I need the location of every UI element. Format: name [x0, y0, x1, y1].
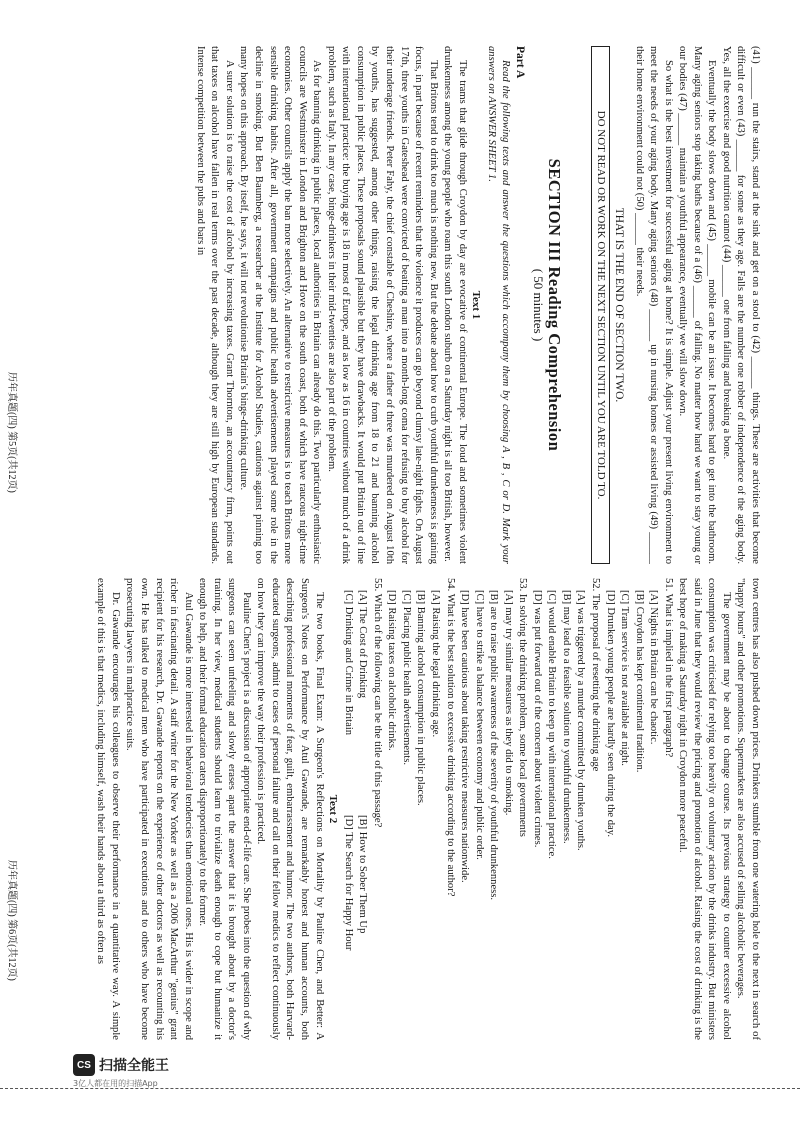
- option: [C] Drinking and Crime in Britain: [342, 590, 354, 736]
- text-2-title: Text 2: [327, 794, 340, 824]
- option: [A] The Cost of Drinking: [357, 590, 369, 699]
- cloze-paragraph: So what is the best investment for successful aging at home? It is simple. Adjust your present living environment to meet the needs of your aging body. Many aging seniors (48) ______ up in nursing homes or assisted living (49) ______ their home environment could not (50) ______ their needs.: [633, 46, 674, 564]
- question-54: 54. What is the best solution to excessive drinking according to the author?: [444, 578, 456, 897]
- option: [A] was triggered by a murder committed by drunken youths.: [575, 590, 587, 851]
- option: [A] Raising the legal drinking age.: [429, 590, 441, 738]
- text-2-paragraph: The two books, Final Exam: A Surgeon's Reflections on Mortality by Pauline Chen, and Better: A Surgeon's Notes on Performance by Atul Gawande, are remarkably honest and human accounts, both describing professional moments of fear, guilt, embarrassment and humor. The two authors, both Harvard-educated surgeons, admit to cases of personal failure and call on their fellow medics to reflect continuously on how they can improve the way their profession is practiced.: [255, 578, 325, 1040]
- watermark-slogan: 3亿人都在用的扫描App: [73, 1079, 158, 1088]
- option: [C] Placing public health advertisements.: [400, 590, 412, 766]
- option: [D] was put forward out of the concern about violent crimes.: [531, 590, 543, 848]
- section-end-text: THAT IS THE END OF SECTION TWO.: [613, 207, 626, 403]
- option: [D] have been cautious about taking restrictive measures nationwide.: [459, 590, 471, 883]
- option: [D] The Search for Happy Hour: [342, 815, 354, 951]
- text-1-paragraph: The government may be about to change course. Its previous strategy to counter excessive alcohol consumption was criticised for relying too heavily on voluntary action by the drinks industry. But ministers said in June that they would review the pricing and promotion of alcohol. Raising the cost of drinking is the best hope of making a Saturday night in Croydon more peaceful.: [677, 578, 732, 1040]
- instructions: Read the following texts and answer the questions which accompany them by choosing A , B , C or D. Mark your answers on ANSWER SHEET 1.: [485, 46, 512, 564]
- section-title: SECTION III Reading Comprehension: [544, 158, 564, 452]
- page-footer-right: 历年真题(四) 第6页(共12页): [6, 860, 17, 981]
- part-label: Part A: [513, 46, 526, 79]
- question-51: 51. What is implied in the first paragraph?: [662, 578, 674, 758]
- option: [B] How to Sober Them Up: [357, 815, 369, 934]
- option-row: [340, 578, 355, 1040]
- watermark-app-name: 扫描全能王: [99, 1058, 169, 1074]
- option: [D] Raising taxes on alcoholic drinks.: [386, 590, 398, 751]
- text-2-paragraph: Atul Gawande is more interested in behavioral tendencies than emotional ones. His is wider in scope and richer in fascinating detail. A staff writer for the New Yorker as well as a 2006 MacArthur "genius" grant recipient for his research, Dr. Gawande reports on the experience of other doctors as well as recounting his own. He has talked to medical men who have participated in executions and to others who have become prosecuting lawyers in malpractice suits.: [124, 578, 194, 1040]
- option: [B] are to raise public awareness of the severity of youthful drunkenness.: [488, 590, 500, 901]
- left-page-column: [30, 46, 762, 564]
- text-2-paragraph: Pauline Chen's project is a discussion of appropriate end-of-life care. She probes into the question of why surgeons can seem unfeeling and slowly erases apart the answer that it is brought about by a doctor's training. In her view, medical students should learn to trivialize death enough to cope but humanize it enough to help, and their formal education caters disproportionately to the former.: [197, 578, 252, 1040]
- cloze-paragraph: Eventually the body slows down and (45) ______ mobile can be an issue. It becomes hard to get into the bathroom. Many aging seniors stop taking baths because of a (46) ______ of falling. No matter how hard we want to stay young or our bodies (47) ______ maintain a youthful appearance, eventually we will slow down.: [677, 46, 718, 564]
- option: [C] would enable Britain to keep up with international practice.: [546, 590, 558, 859]
- right-page-column: [30, 578, 762, 1040]
- option-row: [355, 578, 370, 1040]
- option: [A] Nights in Britain can be chaotic.: [648, 590, 660, 745]
- text-1-paragraph: The trams that glide through Croydon by day are evocative of continental Europe. The loud and sometimes violent drunkenness among the young people who roam this south London suburb on a Saturday night is all too British, however.: [442, 46, 468, 564]
- section-time: ( 50 minutes ): [531, 268, 547, 342]
- question-53: 53. In solving the drinking problem, some local governments: [517, 578, 529, 837]
- notice-box: DO NOT READ OR WORK ON THE NEXT SECTION UNTIL YOU ARE TOLD TO.: [591, 46, 610, 564]
- question-52: 52. The proposal of resetting the drinking age: [589, 578, 601, 772]
- option: [D] Drunken young people are hardly seen during the day.: [604, 590, 616, 838]
- camscanner-logo-icon: CS: [73, 1054, 95, 1076]
- option: [A] may try similar measures as they did to smoking.: [502, 590, 514, 816]
- text-2-paragraph: Dr. Gawande encourages his colleagues to observe their performance in a quantitative way. A simple example of this is that medics, including himself, wash their hands about a third as often as: [95, 578, 121, 1040]
- text-1-paragraph: That Britons tend to drink too much is nothing new. But the debate about how to curb youthful drunkenness is gaining focus, in part because of recent reminders that the violence it produces can go beyond clumsy late-night fights. On August 17th, three youths in Gateshead were convicted of beating a man into a month-long coma for refusing to buy alcohol for their underage friends. Peter Fahy, the chief constable of Cheshire, where a father of three was murdered on August 10th by youths, has suggested, among other things, raising the legal drinking age from 18 to 21 and banning alcohol consumption in public places. These proposals sound plausible but they have drawbacks. It would put Britain out of line with international practice: the buying age is 18 in most of Europe, and as low as 16 in countries without much of a drink problem, such as Italy. In any case, binge-drinkers in their mid-twenties are also part of the problem.: [325, 46, 439, 564]
- text-1-paragraph: town centres has also pushed down prices. Drinkers stumble from one watering hole to the next in search of "happy hours" and other promotions. Supermarkets are also accused of selling alcoholic beverages.: [735, 578, 761, 1040]
- option: [B] may lead to a feasible solution to youthful drunkenness.: [560, 590, 572, 844]
- question-55: 55. Which of the following can be the title of this passage?: [371, 578, 383, 828]
- option: [B] Banning alcohol consumption in public places.: [415, 590, 427, 806]
- option: [C] have to strike a balance between economy and public order.: [473, 590, 485, 860]
- option: [B] Croydon has kept continental tradition.: [633, 590, 645, 773]
- text-1-paragraph: A surer solution is to raise the cost of alcohol by increasing taxes. Grant Thornton, an accountancy firm, points out that taxes on alcohol have fallen in real terms over the past decade, although they are still high by European standards. Intense competition between the pubs and bars in: [194, 46, 235, 564]
- text-1-paragraph: As for banning drinking in public places, local authorities in Britain can already do this. Two particularly enthusiastic councils are Westminster in London and Brighton and Hove on the south coast, both of which have raucous night-time economies. Other councils apply the ban more selectively. An alternative to restrictive measures is to teach Britons more sensible drinking habits. After all, government campaigns and public health advertisements played some role in the decline in smoking. But Ben Baumberg, a researcher at the Institute for Alcohol Studies, cautions against pinning too many hopes on this approach. By itself, he says, it will not revolutionise Britain's binge-drinking culture.: [238, 46, 323, 564]
- scanner-watermark: [73, 1054, 193, 1114]
- page-footer-left: 历年真题(四) 第5页(共12页): [6, 372, 17, 493]
- cloze-paragraph: (41) ______ run the stairs, stand at the sink and get on a stool to (42) ______ things. These are activities that become difficult or even (43) ______ for some as they age. Falls are the number one robber of independence of the aging body. Yes, all the exercise and good nutrition cannot (44) ______ one from falling and breaking a bone.: [720, 46, 761, 564]
- option: [C] Tram service is not available at night.: [619, 590, 631, 766]
- text-1-title: Text 1: [470, 290, 483, 320]
